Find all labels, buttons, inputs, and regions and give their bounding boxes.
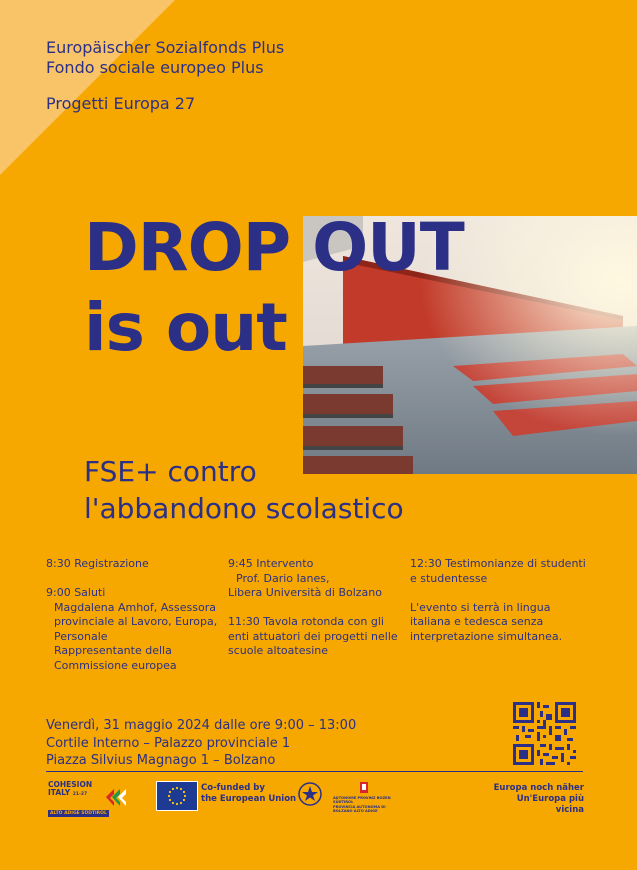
- province-line-1: AUTONOME PROVINZ BOZEN SÜDTIROL: [333, 796, 391, 805]
- province-bolzano-logo: [333, 781, 395, 811]
- cohesion-line-1: COHESION: [48, 780, 93, 789]
- eu-line-1: Co-funded by: [201, 783, 265, 793]
- cohesion-years: 21-27: [72, 792, 88, 797]
- province-line-2: PROVINCIA AUTONOMA DI BOLZANO ALTO ADIGE: [333, 804, 386, 813]
- tagline-it: Un'Europa più vicina: [516, 794, 584, 815]
- header-line-1: Europäischer Sozialfonds Plus: [46, 38, 285, 57]
- footer-logos: [0, 778, 637, 818]
- subtitle-line-2: l'abbandono scolastico: [84, 492, 404, 525]
- eu-flag-icon: [156, 781, 198, 811]
- program-name: Progetti Europa 27: [46, 94, 196, 113]
- cohesion-italy: ITALY: [48, 788, 71, 797]
- agenda-item-roundtable: 11:30 Tavola rotonda con gli enti attuatori dei progetti nelle scuole altoatesine: [228, 615, 398, 657]
- cohesion-italy-logo: [48, 780, 130, 816]
- event-date: Venerdì, 31 maggio 2024 dalle ore 9:00 – 13:00: [46, 718, 357, 733]
- cohesion-mark-icon: [104, 785, 128, 807]
- event-address: Piazza Silvius Magnago 1 – Bolzano: [46, 753, 276, 768]
- header: [46, 38, 284, 114]
- europe-closer-tagline: [492, 783, 584, 816]
- title-line-2: is out: [84, 289, 287, 366]
- talk-affiliation: Libera Università di Bolzano: [228, 586, 382, 599]
- subtitle-line-1: FSE+ contro: [84, 455, 257, 488]
- agenda-item-testimonials: 12:30 Testimonianze di studenti e studentesse: [410, 557, 586, 585]
- talk-speaker: Prof. Dario Ianes,: [236, 571, 330, 585]
- agenda-item-talk: [228, 557, 403, 601]
- event-title: [84, 208, 464, 368]
- event-details: [46, 717, 356, 770]
- qr-code-icon[interactable]: [513, 702, 576, 765]
- greetings-title: 9:00 Saluti: [46, 586, 106, 599]
- agenda-column-3: [410, 557, 590, 659]
- agenda-column-2: [228, 557, 403, 673]
- agenda-column-1: [46, 557, 221, 688]
- talk-title: 9:45 Intervento: [228, 557, 314, 570]
- province-coat-of-arms-icon: [333, 781, 395, 795]
- header-line-2: Fondo sociale europeo Plus: [46, 58, 264, 77]
- italian-republic-emblem-icon: [298, 781, 322, 807]
- footer-divider: [46, 771, 583, 772]
- agenda-item-greetings: [46, 586, 221, 673]
- greetings-speaker-1: Magdalena Amhof, Assessora provinciale al Lavoro, Europa, Personale: [54, 600, 218, 643]
- event-subtitle: [84, 453, 404, 527]
- title-line-1: DROP OUT: [84, 209, 464, 286]
- agenda-item-registration: 8:30 Registrazione: [46, 557, 149, 570]
- greetings-speaker-2: Rappresentante della Commissione europea: [54, 644, 177, 672]
- language-note: L'evento si terrà in lingua italiana e tedesca senza interpretazione simultanea.: [410, 600, 563, 643]
- event-venue: Cortile Interno – Palazzo provinciale 1: [46, 735, 291, 751]
- tagline-de: Europa noch näher: [493, 783, 584, 793]
- cohesion-region: ALTO ADIGE SÜDTIROL: [50, 811, 107, 816]
- eu-cofunded-text: [201, 783, 296, 805]
- eu-line-2: the European Union: [201, 794, 297, 804]
